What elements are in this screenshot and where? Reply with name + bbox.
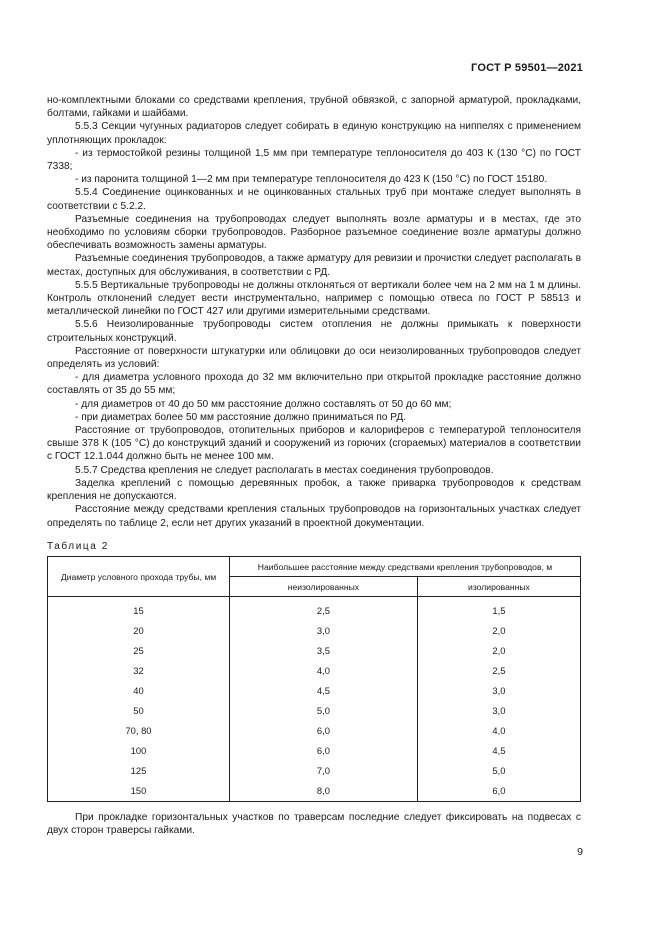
column-header-uninsulated: неизолированных [230, 577, 418, 597]
after-table-text [47, 811, 581, 838]
document-id-header: ГОСТ Р 59501—2021 [471, 62, 583, 74]
cell-diameter: 150 [48, 781, 230, 802]
cell-diameter: 25 [48, 640, 230, 660]
cell-insulated: 3,0 [417, 680, 580, 700]
table-label: Таблица 2 [47, 541, 109, 552]
paragraph: Расстояние от трубопроводов, отопительных приборов и калориферов с температурой теплоносителя свыше 378 К (105 °С) до конструкций зданий и сооружений из горючих (сгораемых) материалов в соответствии с ГОСТ 12.1.044 должно быть не менее 100 мм. [47, 425, 581, 463]
cell-diameter: 125 [48, 761, 230, 781]
paragraph: Расстояние между средствами крепления стальных трубопроводов на горизонтальных участках следует определять по таблице 2, если нет других указаний в проектной документации. [47, 504, 581, 529]
cell-insulated: 2,5 [417, 660, 580, 680]
paragraph: Заделка креплений с помощью деревянных пробок, а также приварка трубопроводов к средствам крепления не допускаются. [47, 477, 581, 503]
cell-insulated: 3,0 [417, 700, 580, 720]
paragraph: - из термостойкой резины толщиной 1,5 мм при температуре теплоносителя до 403 К (130 °С) по ГОСТ 7338; [47, 147, 581, 173]
cell-diameter: 50 [48, 700, 230, 720]
paragraph: 5.5.6 Неизолированные трубопроводы систем отопления не должны примыкать к поверхности строительных конструкций. [47, 319, 581, 344]
cell-diameter: 100 [48, 741, 230, 761]
cell-insulated: 6,0 [417, 781, 580, 802]
page-number: 9 [577, 846, 583, 858]
paragraph: - при диаметрах более 50 мм расстояние должно приниматься по РД. [75, 411, 407, 423]
cell-insulated: 5,0 [417, 761, 580, 781]
paragraph: - из паронита толщиной 1—2 мм при температуре теплоносителя до 423 К (150 °С) по ГОСТ 15180. [75, 174, 548, 186]
table-row [48, 620, 581, 640]
column-header-insulated: изолированных [417, 577, 580, 597]
table-row [48, 660, 581, 680]
table-row [48, 640, 581, 660]
cell-diameter: 40 [48, 680, 230, 700]
paragraph: 5.5.5 Вертикальные трубопроводы не должны отклоняться от вертикали более чем на 2 мм на 1 м длины. Контроль отклонений следует вести инструментально, например с помощью отвеса по ГОСТ Р 58513 и металлической линейки по ГОСТ 427 или другими измерительными средствами. [47, 279, 581, 318]
table-row [48, 700, 581, 720]
table-row [48, 781, 581, 802]
table-row [48, 597, 581, 621]
paragraph: - для диаметров от 40 до 50 мм расстояние должно составлять от 50 до 60 мм; [75, 398, 452, 410]
cell-uninsulated: 4,5 [230, 680, 418, 700]
cell-uninsulated: 3,0 [230, 620, 418, 640]
cell-diameter: 20 [48, 620, 230, 640]
cell-insulated: 4,5 [417, 741, 580, 761]
cell-insulated: 1,5 [417, 597, 580, 621]
body-text [47, 94, 581, 530]
cell-uninsulated: 2,5 [230, 597, 418, 621]
cell-diameter: 70, 80 [48, 721, 230, 741]
table-body [48, 597, 581, 802]
cell-uninsulated: 5,0 [230, 700, 418, 720]
cell-diameter: 32 [48, 660, 230, 680]
paragraph: 5.5.7 Средства крепления не следует располагать в местах соединения трубопроводов. [75, 464, 494, 476]
table-row [48, 721, 581, 741]
paragraph: но-комплектными блоками со средствами крепления, трубной обвязкой, с запорной арматурой, прокладками, болтами, гайками и шайбами. [47, 95, 581, 120]
cell-insulated: 2,0 [417, 640, 580, 660]
cell-insulated: 2,0 [417, 620, 580, 640]
paragraph: При прокладке горизонтальных участков по траверсам последние следует фиксировать на подвесах с двух сторон траверсы гайками. [47, 812, 581, 837]
cell-uninsulated: 8,0 [230, 781, 418, 802]
table-row [48, 761, 581, 781]
cell-diameter: 15 [48, 597, 230, 621]
paragraph: 5.5.4 Соединение оцинкованных и не оцинкованных стальных труб при монтаже следует выполнять в соответствии с 5.2.2. [47, 187, 581, 212]
cell-uninsulated: 6,0 [230, 721, 418, 741]
cell-uninsulated: 4,0 [230, 660, 418, 680]
paragraph: Расстояние от поверхности штукатурки или облицовки до оси неизолированных трубопроводов следует определять из условий: [47, 345, 581, 371]
cell-uninsulated: 7,0 [230, 761, 418, 781]
table-row [48, 680, 581, 700]
cell-insulated: 4,0 [417, 721, 580, 741]
column-header-diameter: Диаметр условного прохода трубы, мм [48, 557, 230, 597]
fastening-distance-table [47, 556, 581, 802]
column-header-distance: Наибольшее расстояние между средствами крепления трубопроводов, м [230, 557, 581, 577]
cell-uninsulated: 6,0 [230, 741, 418, 761]
paragraph: Разъемные соединения трубопроводов, а также арматуру для ревизии и прочистки следует располагать в местах, доступных для обслуживания, в соответствии с РД. [47, 253, 581, 278]
paragraph: Разъемные соединения на трубопроводах следует выполнять возле арматуры и в местах, где это необходимо по условиям сборки трубопроводов. Разборное разъемное соединение возле арматуры должно обеспечивать возможность замены арматуры. [47, 213, 581, 252]
paragraph: 5.5.3 Секции чугунных радиаторов следует собирать в единую конструкцию на ниппелях с применением уплотняющих прокладок: [47, 121, 581, 146]
paragraph: - для диаметра условного прохода до 32 мм включительно при открытой прокладке расстояние должно составлять от 35 до 55 мм; [47, 372, 581, 397]
cell-uninsulated: 3,5 [230, 640, 418, 660]
table-row [48, 741, 581, 761]
